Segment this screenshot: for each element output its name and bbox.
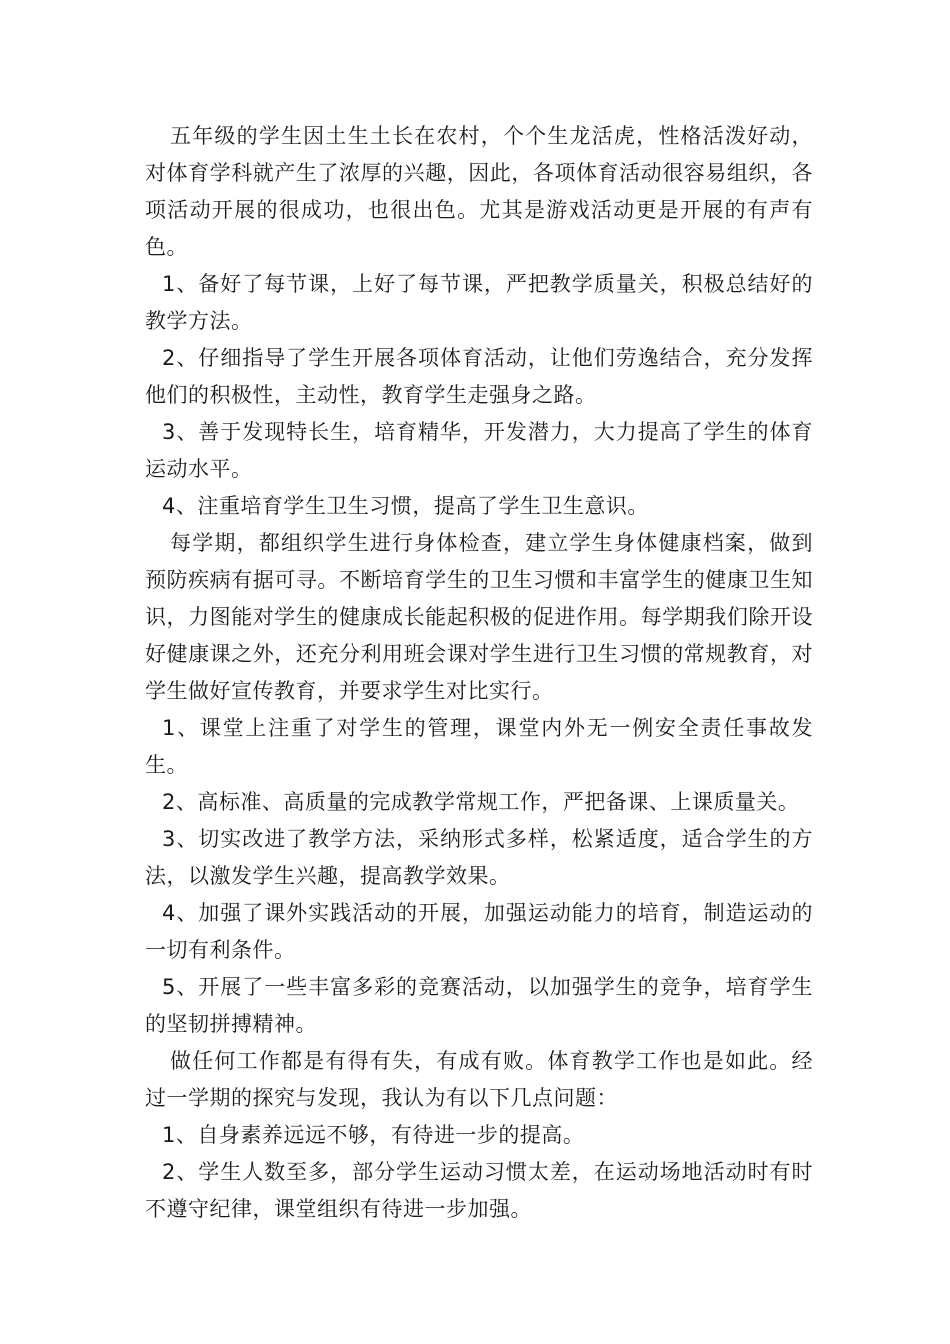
paragraph-health: 每学期，都组织学生进行身体检查，建立学生身体健康档案，做到预防疾病有据可寻。不断培育学生的卫生习惯和丰富学生的健康卫生知识，力图能对学生的健康成长能起积极的促进作用。每学期我们除开设好健康课之外，还充分利用班会课对学生进行卫生习惯的常规教育，对学生做好宣传教育，并要求学生对比实行。 (145, 531, 813, 703)
document-body (145, 118, 813, 1228)
list-item: 2、高标准、高质量的完成教学常规工作，严把备课、上课质量关。 (162, 790, 800, 814)
list-item: 3、善于发现特长生，培育精华，开发潜力，大力提高了学生的体育运动水平。 (145, 420, 813, 481)
list-item: 4、加强了课外实践活动的开展，加强运动能力的培育，制造运动的一切有利条件。 (145, 901, 813, 962)
list-item: 3、切实改进了教学方法，采纳形式多样，松紧适度，适合学生的方法，以激发学生兴趣，提高教学效果。 (145, 827, 813, 888)
paragraph-problems: 做任何工作都是有得有失，有成有败。体育教学工作也是如此。经过一学期的探究与发现，我认为有以下几点问题： (145, 1049, 813, 1110)
list-item: 5、开展了一些丰富多彩的竞赛活动，以加强学生的竞争，培育学生的坚韧拼搏精神。 (145, 975, 813, 1036)
list-item: 1、自身素养远远不够，有待进一步的提高。 (162, 1123, 585, 1147)
list-item: 1、备好了每节课，上好了每节课，严把教学质量关，积极总结好的教学方法。 (145, 272, 813, 333)
list-item: 1、课堂上注重了对学生的管理，课堂内外无一例安全责任事故发生。 (145, 716, 813, 777)
list-item: 2、学生人数至多，部分学生运动习惯太差，在运动场地活动时有时不遵守纪律，课堂组织有待进一步加强。 (145, 1160, 813, 1221)
paragraph-intro: 五年级的学生因土生土长在农村，个个生龙活虎，性格活泼好动，对体育学科就产生了浓厚的兴趣，因此，各项体育活动很容易组织，各项活动开展的很成功，也很出色。尤其是游戏活动更是开展的有声有色。 (145, 124, 813, 259)
list-item: 2、仔细指导了学生开展各项体育活动，让他们劳逸结合，充分发挥他们的积极性，主动性，教育学生走强身之路。 (145, 346, 813, 407)
list-item: 4、注重培育学生卫生习惯，提高了学生卫生意识。 (162, 494, 649, 518)
